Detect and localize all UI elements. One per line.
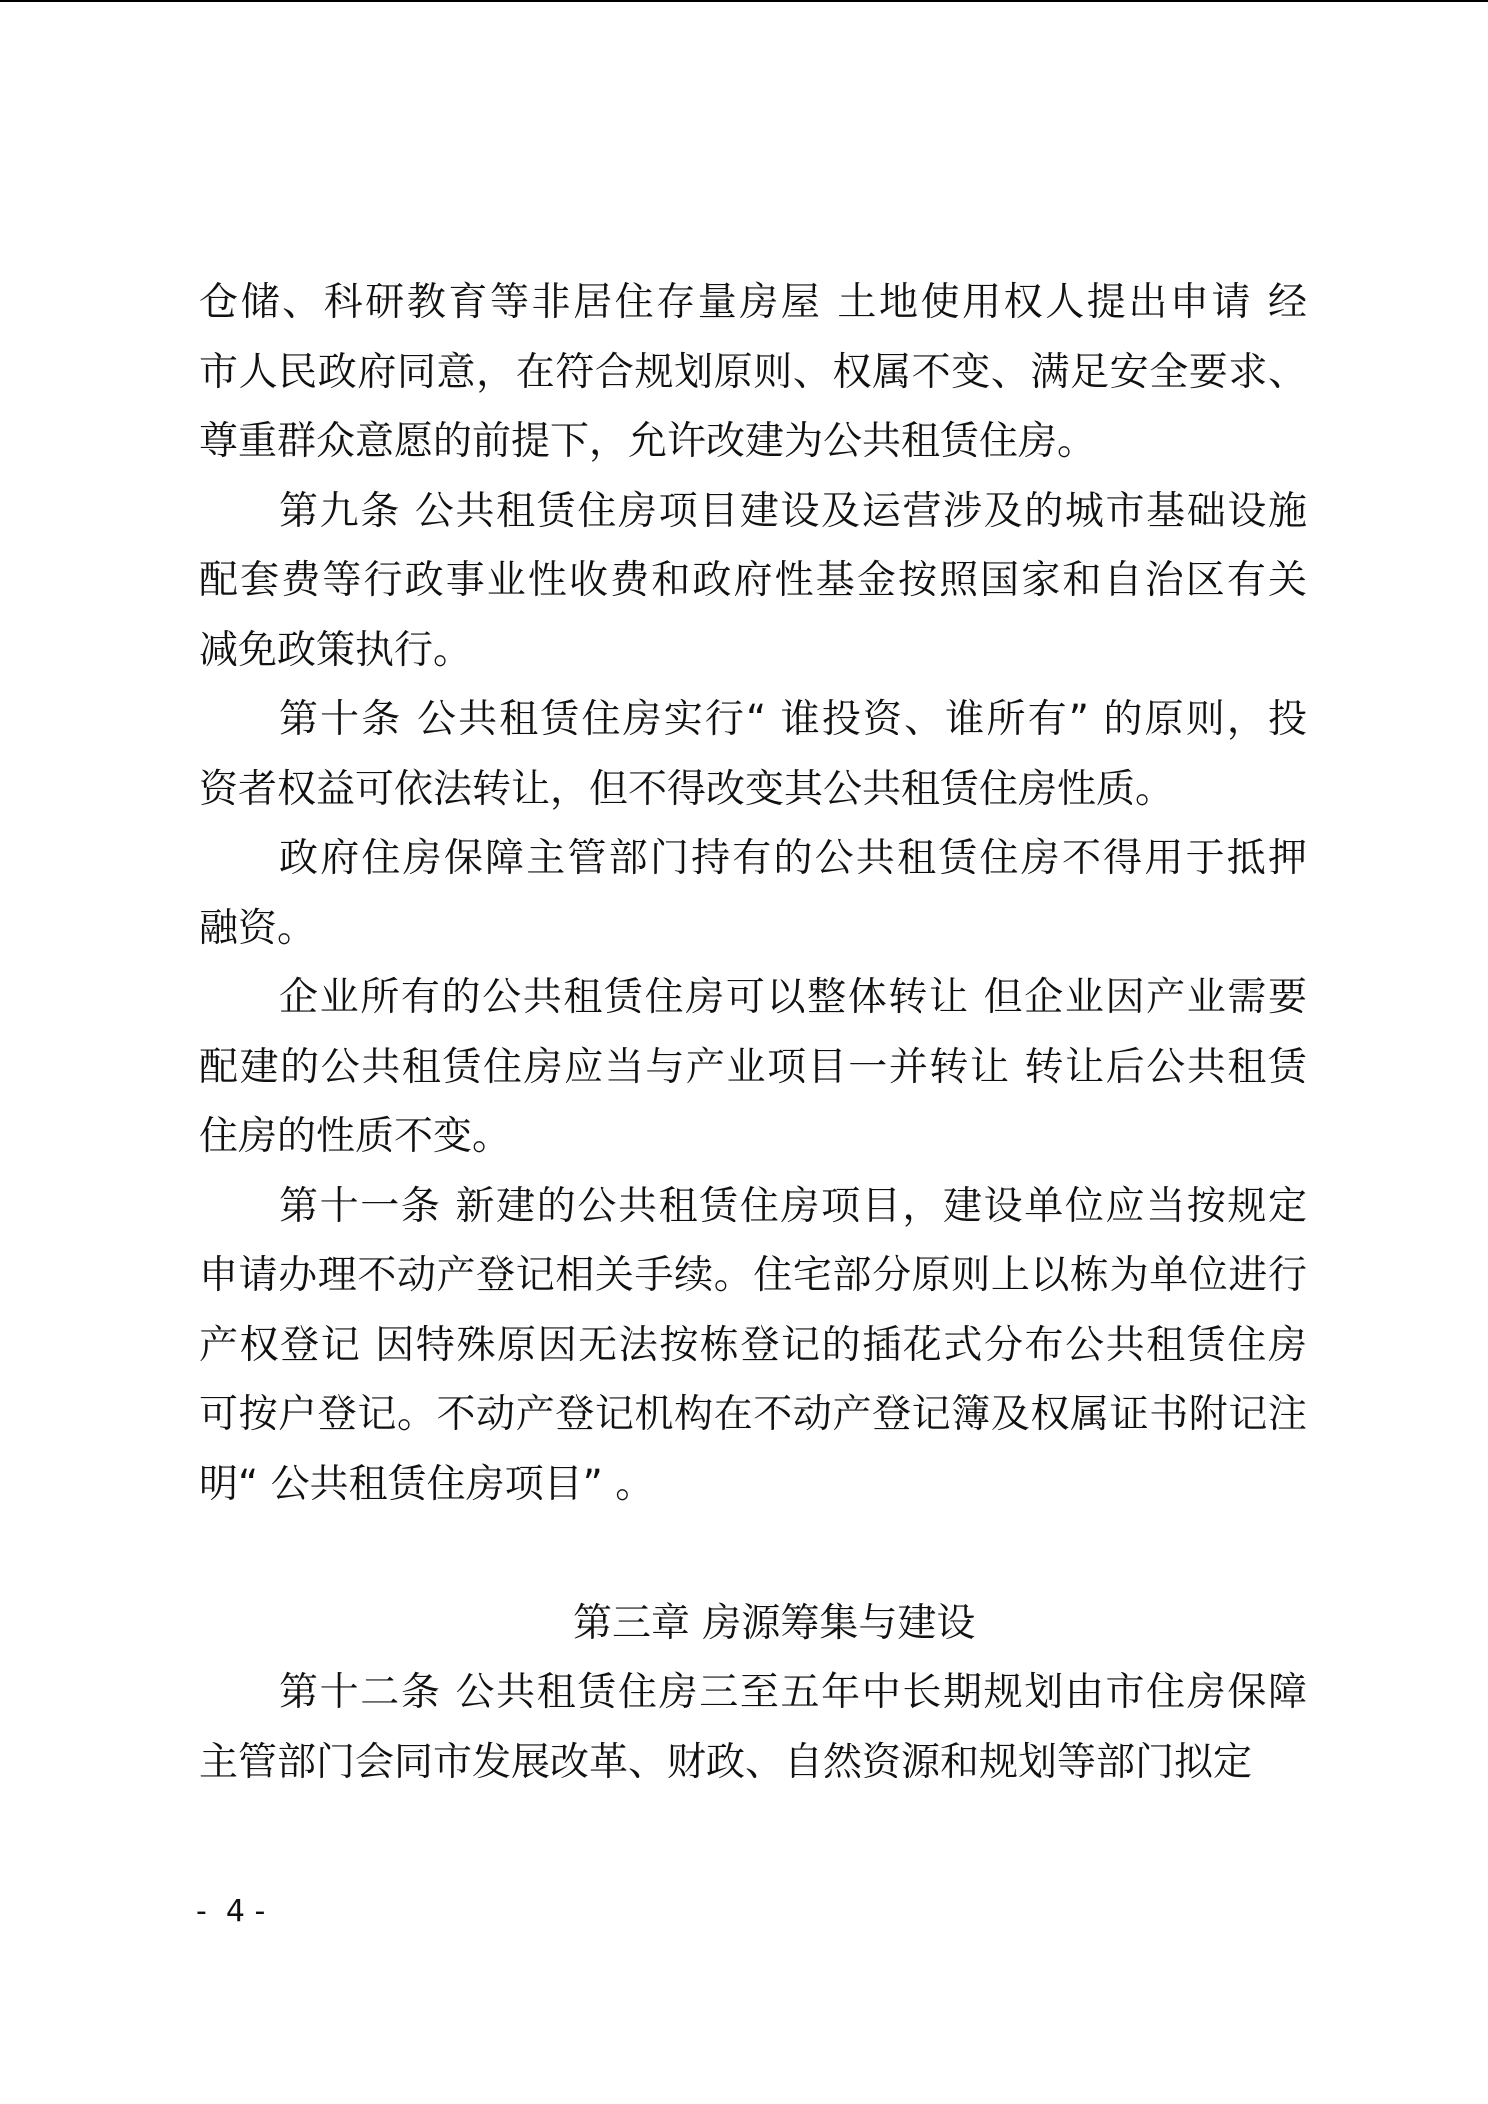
text-line: 明“ 公共租赁住房项目” 。 — [199, 1461, 655, 1507]
article-11-line: 第十一条 新建的公共租赁住房项目，建设单位应当按规定 — [279, 1183, 1307, 1229]
text-line: 申请办理不动产登记相关手续。住宅部分原则上以栋为单位进行 — [199, 1253, 1307, 1298]
top-border-rule — [0, 0, 1488, 2]
text-line: 主管部门会同市发展改革、财政、自然资源和规划等部门拟定 — [199, 1739, 1253, 1785]
text-line: 可按户登记。不动产登记机构在不动产登记簿及权属证书附记注 — [199, 1392, 1307, 1437]
page-number: - 4 - — [196, 1894, 266, 1929]
text-line: 市人民政府同意，在符合规划原则、权属不变、满足安全要求、 — [199, 349, 1307, 395]
text-line: 资者权益可依法转让，但不得改变其公共租赁住房性质。 — [199, 766, 1175, 812]
article-12-line: 第十二条 公共租赁住房三至五年中长期规划由市住房保障 — [279, 1670, 1307, 1715]
chapter-title: 第三章 房源筹集与建设 — [573, 1600, 976, 1646]
text-line: 产权登记 因特殊原因无法按栋登记的插花式分布公共租赁住房 — [199, 1322, 1307, 1368]
text-line: 企业所有的公共租赁住房可以整体转让 但企业因产业需要 — [279, 975, 1307, 1020]
text-line: 配套费等行政事业性收费和政府性基金按照国家和自治区有关 — [199, 558, 1307, 603]
text-line: 配建的公共租赁住房应当与产业项目一并转让 转让后公共租赁 — [199, 1044, 1307, 1090]
text-line: 减免政策执行。 — [199, 627, 473, 673]
text-line: 住房的性质不变。 — [199, 1114, 512, 1159]
article-10-line: 第十条 公共租赁住房实行“ 谁投资、谁所有” 的原则，投 — [279, 697, 1307, 742]
text-line: 政府住房保障主管部门持有的公共租赁住房不得用于抵押 — [279, 836, 1307, 881]
document-body — [199, 268, 1307, 1797]
text-line: 尊重群众意愿的前提下，允许改建为公共租赁住房。 — [199, 419, 1097, 464]
article-9-line: 第九条 公共租赁住房项目建设及运营涉及的城市基础设施 — [279, 488, 1307, 534]
blank-line — [199, 1519, 1307, 1589]
text-line: 融资。 — [199, 905, 317, 951]
text-line: 仓储、科研教育等非居住存量房屋 土地使用权人提出申请 经 — [199, 280, 1307, 325]
